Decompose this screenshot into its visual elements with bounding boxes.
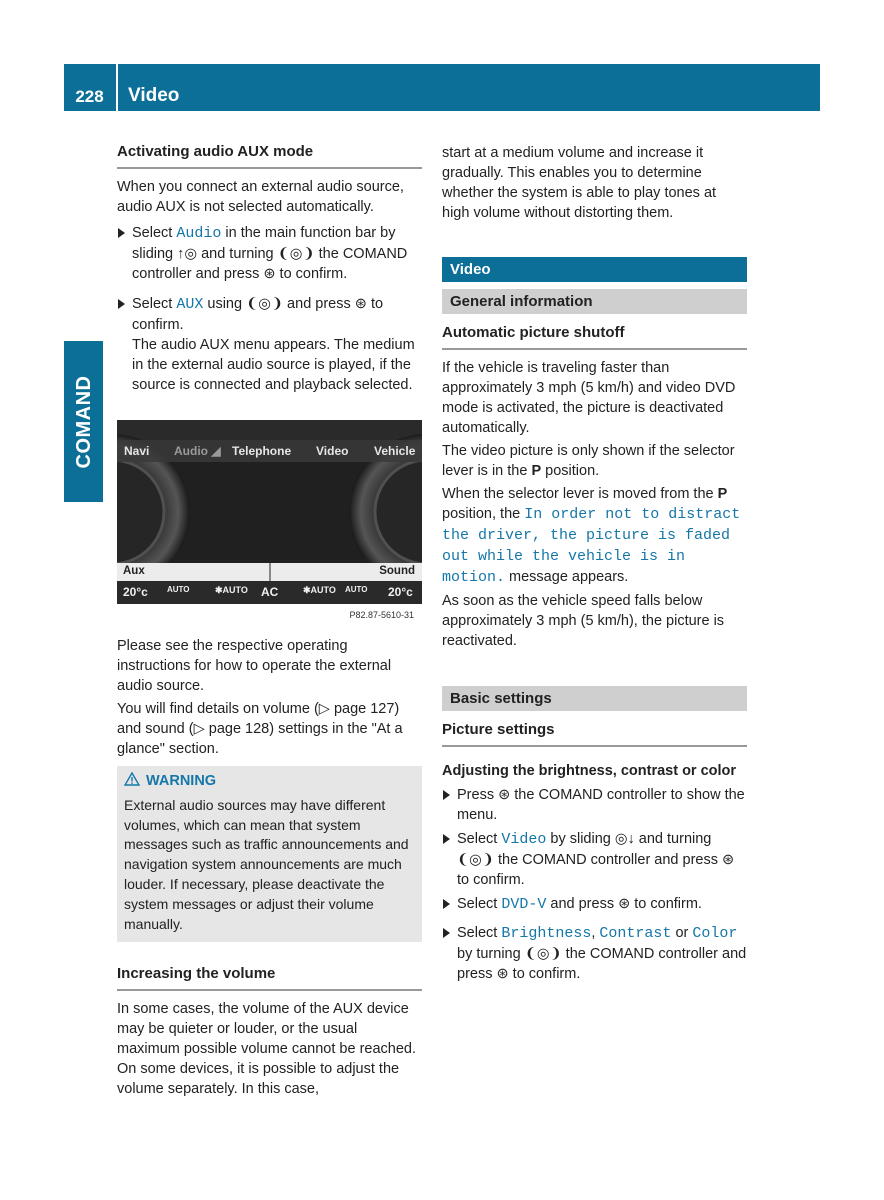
screen-climate-bar xyxy=(117,581,422,604)
section-heading: Picture settings xyxy=(442,720,747,747)
paragraph xyxy=(442,441,747,481)
menu-item-navi: Navi xyxy=(124,444,150,458)
menu-term: Video xyxy=(501,831,547,848)
paragraph: Please see the respective operating instructions for how to operate the external audio source. xyxy=(117,638,392,694)
section-bar-basic: Basic settings xyxy=(442,686,747,711)
screen-aux-row xyxy=(117,563,422,581)
text: position, the xyxy=(442,506,525,522)
step-text: Select xyxy=(457,925,502,941)
menu-term: Audio xyxy=(176,225,222,242)
aux-label: Aux xyxy=(123,565,145,577)
step-text: , xyxy=(591,925,600,941)
text: The video picture is only shown if the selector lever is in the xyxy=(442,443,735,479)
instruction-step: Press ⊛ the COMAND controller to show the menu. xyxy=(442,785,747,825)
airflow-left: AUTO xyxy=(167,585,190,594)
side-tab xyxy=(64,341,103,502)
paragraph: As soon as the vehicle speed falls below approximately 3 mph (5 km/h), the picture is reactivated. xyxy=(442,593,725,649)
aux-divider xyxy=(269,563,271,581)
display-message: In order not to distract the driver, the picture is faded out while the vehicle is in motion. xyxy=(442,506,741,586)
subheading: Adjusting the brightness, contrast or color xyxy=(442,763,737,779)
instruction-step xyxy=(117,294,422,395)
instruction-step xyxy=(117,223,422,284)
step-text: and press ⊛ to confirm. xyxy=(546,896,702,912)
paragraph xyxy=(442,484,747,588)
section-heading: Increasing the volume xyxy=(117,964,422,991)
step-text: Select xyxy=(132,296,177,312)
instruction-step xyxy=(442,894,747,915)
instruction-step xyxy=(442,829,747,890)
menu-item-audio: Audio ◢ xyxy=(174,444,221,458)
temp-right: 20°c xyxy=(388,585,413,599)
text: position. xyxy=(541,463,600,479)
ac-label: AC xyxy=(261,585,279,599)
step-text: using ❨◎❩ and press ⊛ to confirm. xyxy=(132,296,384,333)
paragraph: start at a medium volume and increase it gradually. This enables you to determine whether the system is able to play tones at high volume without distorting them. xyxy=(442,145,717,221)
text: message appears. xyxy=(505,569,629,585)
step-text: or xyxy=(671,925,693,941)
left-column-lower xyxy=(117,636,422,1099)
left-column xyxy=(117,142,422,395)
step-text: Select xyxy=(457,831,502,847)
section-bar-general: General information xyxy=(442,289,747,314)
menu-item-vehicle: Vehicle xyxy=(374,444,416,458)
menu-term: Brightness xyxy=(501,925,592,942)
text: When the selector lever is moved from the xyxy=(442,486,718,502)
paragraph: If the vehicle is traveling faster than approximately 3 mph (5 km/h) and video DVD mode is activated, the picture is deactivated automatically. xyxy=(442,360,736,436)
right-column xyxy=(442,143,747,984)
menu-term: DVD-V xyxy=(501,896,547,913)
step-text: by turning ❨◎❩ the COMAND controller and press ⊛ to confirm. xyxy=(457,946,747,982)
paragraph: When you connect an external audio source, audio AUX is not selected automatically. xyxy=(117,179,404,215)
section-bar-video: Video xyxy=(442,257,747,282)
menu-term: Color xyxy=(692,925,738,942)
warning-triangle-icon xyxy=(124,772,140,786)
header-divider xyxy=(116,64,118,111)
page-title: Video xyxy=(128,85,180,106)
menu-item-telephone: Telephone xyxy=(232,444,292,458)
menu-term: Contrast xyxy=(599,925,672,942)
step-text: Select xyxy=(132,225,177,241)
step-text: in the main function bar by sliding ↑◎ and turning ❨◎❩ the COMAND controller and press ⊛ to confirm. xyxy=(132,225,408,282)
temp-left: 20°c xyxy=(123,585,148,599)
fan-left: ✱AUTO xyxy=(215,585,248,595)
text-bold: P xyxy=(717,486,728,502)
fan-right: ✱AUTO xyxy=(303,585,336,595)
screen-main-function-bar xyxy=(117,440,422,462)
menu-item-video: Video xyxy=(316,444,349,458)
warning-box xyxy=(117,766,422,942)
airflow-right: AUTO xyxy=(345,585,368,594)
menu-term: AUX xyxy=(176,296,204,313)
step-result: The audio AUX menu appears. The medium in the external audio source is played, if the source is connected and playback selected. xyxy=(132,337,415,393)
page-number: 228 xyxy=(75,87,104,106)
sound-label: Sound xyxy=(379,565,415,577)
side-tab-label: COMAND xyxy=(73,375,95,469)
section-heading: Activating audio AUX mode xyxy=(117,142,422,169)
warning-title-row xyxy=(124,772,415,792)
image-caption: P82.87-5610-31 xyxy=(349,610,414,620)
step-text: by sliding ◎↓ and turning ❨◎❩ the COMAND controller and press ⊛ to confirm. xyxy=(457,831,735,888)
warning-title: WARNING xyxy=(146,773,217,789)
paragraph: In some cases, the volume of the AUX device may be quieter or louder, or the usual maximum possible volume cannot be reached. On some devices, it is possible to adjust the volume separately. In this case, xyxy=(117,1001,417,1098)
text-bold: P xyxy=(531,463,542,479)
comand-screen-image xyxy=(117,420,422,624)
page-header xyxy=(64,64,820,111)
instruction-step xyxy=(442,923,747,984)
paragraph: You will find details on volume (▷ page 127) and sound (▷ page 128) settings in the "At a glance" section. xyxy=(117,701,403,757)
section-heading: Automatic picture shutoff xyxy=(442,323,747,350)
warning-text: External audio sources may have different volumes, which can mean that system messages such as traffic announcements and navigation system announcements are much louder. If necessary, please deactivate the system messages or adjust their volume manually. xyxy=(124,796,409,932)
step-text: Select xyxy=(457,896,502,912)
